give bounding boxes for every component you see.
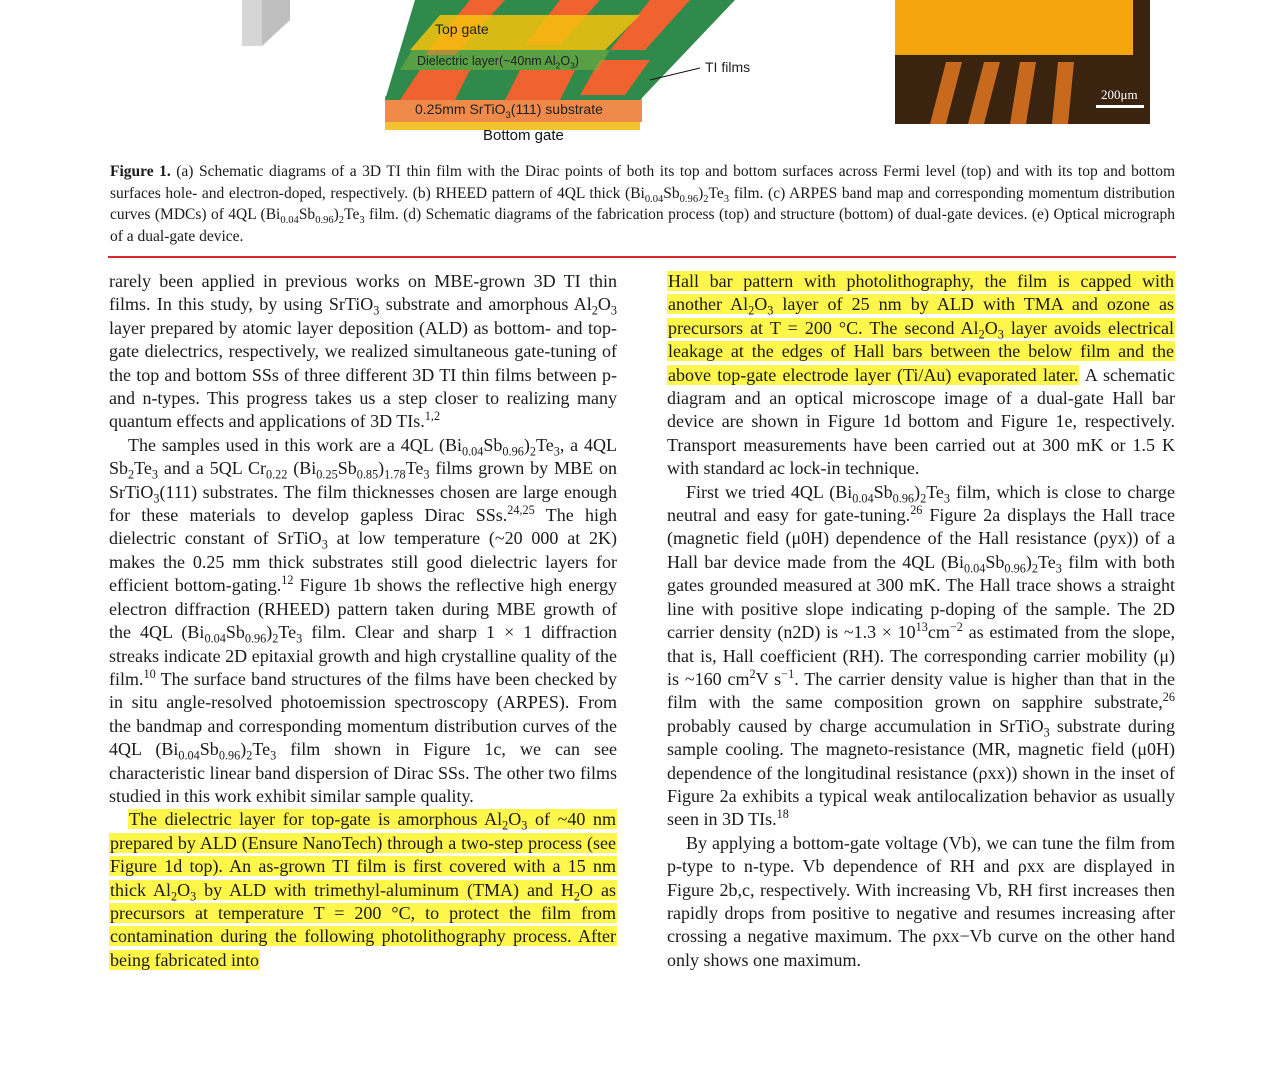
label-dielectric: Dielectric layer(~40nm $Al_2O_3$) xyxy=(417,54,579,71)
scale-bar xyxy=(1096,105,1144,108)
right-column xyxy=(667,270,1175,972)
caption-divider xyxy=(108,256,1176,258)
highlighted-paragraph: The dielectric layer for top-gate is amorphous $Al_2O_3$ of ~40 nm prepared by ALD (Ensure NanoTech) through a two-step process (see Figure 1d top). An as-grown TI film is first covered with a 15 nm thick $Al_2O_3$ by ALD with trimethyl-aluminum (TMA) and $H_2O$ as precursors at temperature T = 200 °C, to protect the film from contamination during the following photolithography process. After being fabricated into xyxy=(110,809,617,970)
left-column xyxy=(109,270,617,972)
label-top-gate: Top gate xyxy=(435,21,489,37)
paragraph: rarely been applied in previous works on MBE-grown 3D TI thin films. In this study, by using SrTiO$_3$ substrate and amorphous $Al_2O_3$ layer prepared by atomic layer deposition (ALD) as bottom- and top-gate dielectrics, respectively, we realized simultaneous gate-tuning of the top and bottom SSs of three different 3D TI thin films between p- and n-types. This progress takes us a step closer to realizing many quantum effects and applications of 3D TIs.$^{1,2}$ xyxy=(109,271,617,432)
figure-panel xyxy=(0,0,1267,150)
paragraph: The samples used in this work are a 4QL $(Bi_{0.04}Sb_{0.96})_2Te_3$, a 4QL $Sb_2Te_3$ and a 5QL $Cr_{0.22}$ $(Bi_{0.25}Sb_{0.85})_{1.78}Te_3$ films grown by MBE on SrTiO$_3$(111) substrates. The film thicknesses chosen are large enough for these materials to develop gapless Dirac SSs.$^{24,25}$ The high dielectric constant of SrTiO$_3$ at low temperature (~20 000 at 2K) makes the 0.25 mm thick substrates still good dielectric layers for efficient bottom-gating.$^{12}$ Figure 1b shows the reflective high energy electron diffraction (RHEED) pattern taken during MBE growth of the 4QL $(Bi_{0.04}Sb_{0.96})_2Te_3$ film. Clear and sharp 1 × 1 diffraction streaks indicate 2D epitaxial growth and high crystalline quality of the film.$^{10}$ The surface band structures of the films have been checked by in situ angle-resolved photoemission spectroscopy (ARPES). From the bandmap and corresponding momentum distribution curves of the 4QL $(Bi_{0.04}Sb_{0.96})_2Te_3$ film shown in Figure 1c, we can see characteristic linear band dispersion of Dirac SSs. The other two films studied in this work exhibit similar sample quality. xyxy=(109,434,618,806)
paragraph: Hall bar pattern with photolithography, the film is capped with another $Al_2O_3$ layer of 25 nm by ALD with TMA and ozone as precursors at T = 200 °C. The second $Al_2O_3$ layer avoids electrical leakage at the edges of Hall bars between the below film and the above top-gate electrode layer (Ti/Au) evaporated later. A schematic diagram and an optical microscope image of a dual-gate Hall bar device are shown in Figure 1d bottom and Figure 1e, respectively. Transport measurements have been carried out at 300 mK or 1.5 K with standard ac lock-in technique. xyxy=(667,271,1176,479)
figure-caption: Figure 1. (a) Schematic diagrams of a 3D TI thin film with the Dirac points of both its top and bottom surfaces across Fermi level (top) and with its top and bottom surfaces hole- and electron-doped, respectively. (b) RHEED pattern of 4QL thick $(Bi_{0.04}Sb_{0.96})_2Te_3$ film. (c) ARPES band map and corresponding momentum distribution curves (MDCs) of 4QL $(Bi_{0.04}Sb_{0.96})_2Te_3$ film. (d) Schematic diagrams of the fabrication process (top) and structure (bottom) of dual-gate devices. (e) Optical micrograph of a dual-gate device. xyxy=(110,163,1176,245)
figure-1-graphics xyxy=(0,0,1267,150)
scale-bar-label: 200μm xyxy=(1101,87,1138,102)
caption-label: Figure 1. xyxy=(110,163,171,180)
label-bottom-gate: Bottom gate xyxy=(483,127,564,144)
paragraph: By applying a bottom-gate voltage (Vb), we can tune the film from p-type to n-type. Vb dependence of RH and ρxx are displayed in Figure 2b,c, respectively. With increasing Vb, RH first increases then rapidly drops from positive to negative and resumes increasing after crossing a negative maximum. The ρxx−Vb curve on the other hand only shows one maximum. xyxy=(667,832,1175,970)
paragraph: First we tried 4QL $(Bi_{0.04}Sb_{0.96})_2Te_3$ film, which is close to charge neutral and easy for gate-tuning.$^{26}$ Figure 2a displays the Hall trace (magnetic field (μ0H) dependence of the Hall resistance (ρyx)) of a Hall bar device made from the 4QL $(Bi_{0.04}Sb_{0.96})_2Te_3$ film with both gates grounded measured at 300 mK. The Hall trace shows a straight line with positive slope indicating p-doping of the sample. The 2D carrier density (n2D) is ~1.3 × $10^{13}cm^{-2}$ as estimated from the slope, that is, Hall coefficient (RH). The corresponding carrier mobility (μ) is ~160 $cm^2V$ $s^{-1}$. The carrier density value is higher than that in the film with the same composition grown on sapphire substrate,$^{26}$ probably caused by charge accumulation in SrTiO$_3$ substrate during sample cooling. The magneto-resistance (MR, magnetic field (μ0H) dependence of the longitudinal resistance (ρxx)) shown in the inset of Figure 2a exhibits a typical weak antilocalization behavior as usually seen in 3D TIs.$^{18}$ xyxy=(667,481,1176,830)
label-ti-films: TI films xyxy=(705,59,751,75)
label-substrate: 0.25mm SrTiO$_3$(111) substrate xyxy=(415,101,603,121)
